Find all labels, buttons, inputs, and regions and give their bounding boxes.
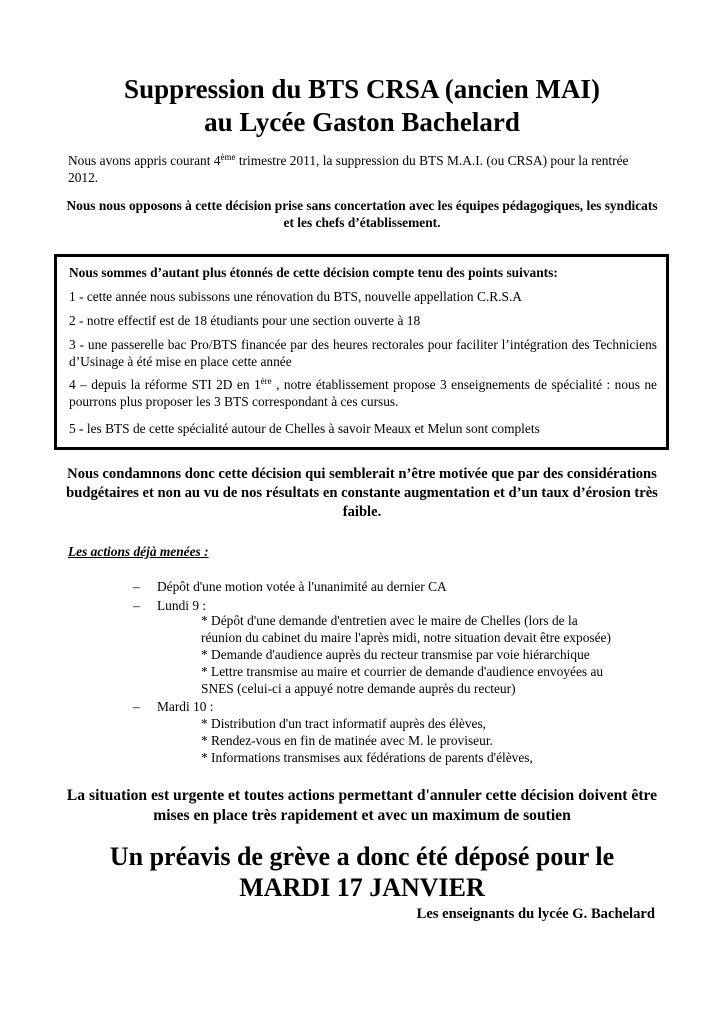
title-line-2: au Lycée Gaston Bachelard: [204, 107, 520, 137]
opposition-statement: Nous nous opposons à cette décision prise sans concertation avec les équipes pédagogiques, les syndicats et les chefs d’établissement.: [66, 198, 658, 230]
point-4-start: 4 – depuis la réforme STI 2D en 1: [69, 377, 261, 392]
intro-paragraph: [68, 152, 658, 186]
action-2-detail: réunion du cabinet du maire l'après midi, notre situation devait être exposée): [201, 630, 611, 645]
condemnation-statement: Nous condamnons donc cette décision qui semblerait n’être motivée que par des considérations budgétaires et non au vu de nos résultats en constante augmentation et d’un taux d’érosion très faible.: [66, 466, 658, 520]
action-text: Lundi 9 :: [157, 598, 207, 613]
action-2-detail: * Demande d'audience auprès du recteur transmise par voie hiérarchique: [201, 647, 590, 662]
action-3-detail: * Informations transmises aux fédérations de parents d'élèves,: [201, 750, 533, 765]
points-box: [54, 254, 669, 450]
signature: Les enseignants du lycée G. Bachelard: [416, 906, 655, 922]
point-4-superscript: ère: [260, 376, 272, 386]
intro-text-start: Nous avons appris courant 4: [68, 153, 221, 168]
point-4: [69, 376, 657, 410]
point-4-end: , notre établissement propose 3 enseignements de spécialité : nous ne pourrons plus proposer les 3 BTS correspondant à ces cursus.: [69, 377, 657, 409]
point-3: 3 - une passerelle bac Pro/BTS financée par des heures rectorales pour faciliter l’intégration des Techniciens d’Usinage à été mise en place cette année: [69, 337, 657, 369]
point-5: 5 - les BTS de cette spécialité autour de Chelles à savoir Meaux et Melun sont complets: [69, 421, 540, 436]
action-2-detail: SNES (celui-ci a appuyé notre demande auprès du recteur): [201, 681, 516, 696]
action-text: Mardi 10 :: [157, 699, 214, 714]
points-heading: Nous sommes d’autant plus étonnés de cette décision compte tenu des points suivants:: [69, 265, 558, 280]
urgency-statement: La situation est urgente et toutes actions permettant d'annuler cette décision doivent être mises en place très rapidement et avec un maximum de soutien: [66, 787, 658, 824]
action-3-detail: * Distribution d'un tract informatif auprès des élèves,: [201, 716, 487, 731]
action-dash: –: [133, 598, 140, 613]
action-dash: –: [133, 579, 140, 594]
action-2-detail: * Dépôt d'une demande d'entretien avec le maire de Chelles (lors de la: [201, 613, 578, 628]
action-dash: –: [133, 699, 140, 714]
action-text: Dépôt d'une motion votée à l'unanimité au dernier CA: [157, 579, 447, 594]
title-line-1: Suppression du BTS CRSA (ancien MAI): [124, 74, 600, 104]
strike-notice-line-1: Un préavis de grève a donc été déposé pour le: [109, 842, 615, 871]
point-1: 1 - cette année nous subissons une rénovation du BTS, nouvelle appellation C.R.S.A: [69, 289, 522, 304]
intro-superscript: ème: [220, 152, 236, 162]
action-3-detail: * Rendez-vous en fin de matinée avec M. le proviseur.: [201, 733, 493, 748]
intro-text-end: trimestre 2011, la suppression du BTS M.A.I. (ou CRSA) pour la rentrée 2012.: [68, 153, 629, 185]
strike-notice-line-2: MARDI 17 JANVIER: [239, 873, 485, 902]
action-2-detail: * Lettre transmise au maire et courrier de demande d'audience envoyées au: [201, 664, 604, 679]
point-2: 2 - notre effectif est de 18 étudiants pour une section ouverte à 18: [69, 313, 421, 328]
actions-heading: Les actions déjà menées :: [68, 544, 209, 559]
